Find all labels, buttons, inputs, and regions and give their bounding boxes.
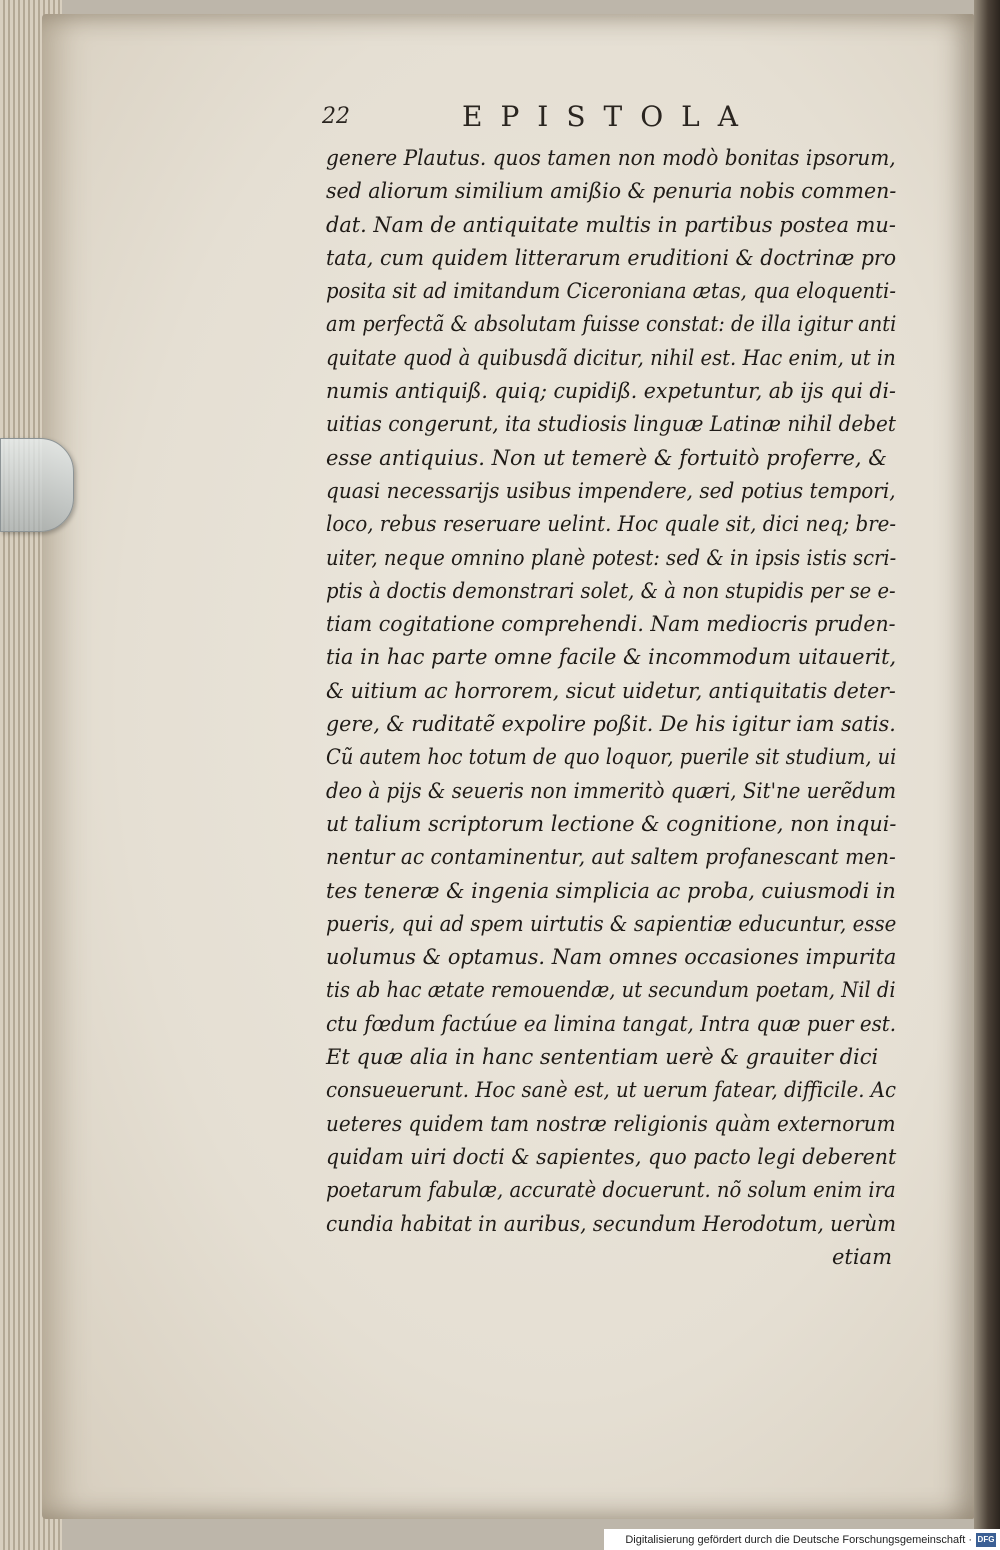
text-line: quitate quod à quibusdã dicitur, nihil est. Hac enim, ut in — [326, 345, 896, 370]
catchword: etiam — [831, 1244, 892, 1269]
text-line: consueuerunt. Hoc sanè est, ut uerum fatear, difficile. Ac — [326, 1078, 896, 1103]
text-line: genere Plautus. quos tamen non modò bonitas ipsorum, — [326, 146, 896, 170]
text-line: cundia habitat in auribus, secundum Herodotum, uerùm — [326, 1211, 896, 1236]
text-line: ctu fœdum factúue ea limina tangat, Intra quæ puer est. — [326, 1011, 897, 1036]
text-line: uolumus & optamus. Nam omnes occasiones impurita — [326, 945, 897, 970]
text-line: quasi necessarijs usibus impendere, sed potius tempori, — [326, 478, 896, 503]
text-line: deo à pijs & seueris non immeritò quæri, Sit'ne uerẽdum — [326, 778, 897, 803]
running-head: EPISTOLA — [462, 100, 756, 133]
dfg-logo-icon: DFG — [976, 1533, 996, 1547]
text-line: sed aliorum similium amißio & penuria nobis commen- — [326, 179, 897, 204]
text-line: ptis à doctis demonstrari solet, & à non stupidis per se e- — [326, 578, 896, 603]
text-line: Et quæ alia in hanc sententiam uerè & grauiter dici — [326, 1045, 879, 1070]
text-line: numis antiquiß. quiq; cupidiß. expetuntur, ab ijs qui di- — [326, 379, 896, 404]
text-line: Cũ autem hoc totum de quo loquor, puerile sit studium, ui — [326, 745, 897, 770]
page-header — [322, 100, 922, 136]
text-line: pueris, qui ad spem uirtutis & sapientiæ educuntur, esse — [326, 911, 897, 936]
text-line: gere, & ruditatẽ expolire poßit. De his igitur iam satis. — [326, 712, 896, 737]
text-line: tis ab hac ætate remouendæ, ut secundum poetam, Nil di — [326, 978, 896, 1003]
text-line: dat. Nam de antiquitate multis in partibus postea mu- — [326, 212, 896, 237]
text-line: tia in hac parte omne facile & incommodum uitauerit, — [326, 645, 897, 670]
text-line: loco, rebus reseruare uelint. Hoc quale sit, dici neq; bre- — [326, 512, 897, 537]
text-line: tes teneræ & ingenia simplicia ac proba, cuiusmodi in — [326, 878, 896, 903]
page-number: 22 — [322, 104, 350, 129]
body-text — [326, 142, 896, 1274]
text-line: tiam cogitatione comprehendi. Nam mediocris pruden- — [326, 612, 896, 637]
text-line: uiter, neque omnino planè potest: sed & in ipsis istis scri- — [326, 545, 897, 570]
text-line: nentur ac contaminentur, aut saltem profanescant men- — [326, 845, 896, 870]
text-line: uitias congerunt, ita studiosis linguæ Latinæ nihil debet — [326, 412, 896, 437]
text-line: quidam uiri docti & sapientes, quo pacto legi deberent — [326, 1144, 897, 1169]
text-line: ut talium scriptorum lectione & cognitione, non inqui- — [326, 811, 897, 836]
page-clip — [0, 438, 74, 532]
text-line: & uitium ac horrorem, sicut uidetur, antiquitatis deter- — [326, 678, 896, 703]
text-line: esse antiquius. Non ut temerè & fortuitò proferre, & — [326, 445, 887, 470]
footer-bar — [604, 1529, 1000, 1550]
funding-notice: Digitalisierung gefördert durch die Deutsche Forschungsgemeinschaft · — [625, 1533, 972, 1546]
text-line: tata, cum quidem litterarum eruditioni & doctrinæ pro — [326, 245, 897, 270]
text-line: poetarum fabulæ, accuratè docuerunt. nõ solum enim ira — [326, 1178, 896, 1203]
text-line: ueteres quidem tam nostræ religionis quàm externorum — [326, 1111, 896, 1136]
text-line: posita sit ad imitandum Ciceroniana ætas, qua eloquenti- — [326, 279, 896, 304]
text-line: am perfectã & absolutam fuisse constat: de illa igitur anti — [326, 312, 897, 337]
book-binding — [974, 0, 1000, 1550]
